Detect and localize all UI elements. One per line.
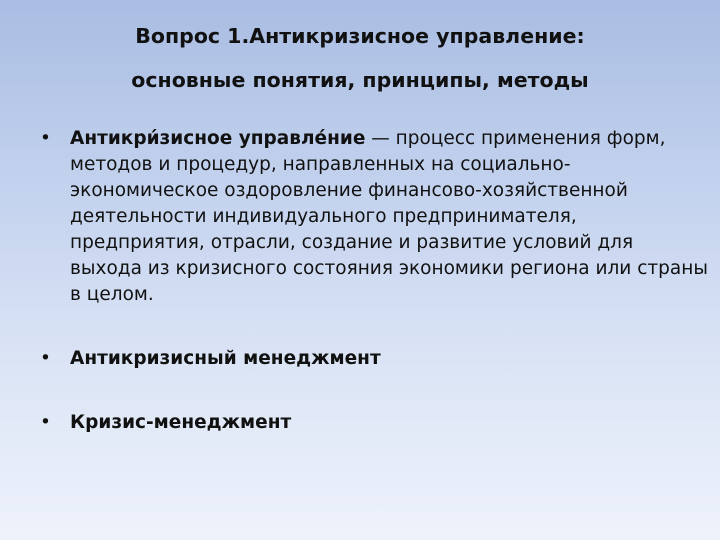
bullet-marker: • — [40, 128, 51, 149]
bullet-term: Кризис-менеджмент — [70, 412, 292, 433]
slide-title-line-2: основные понятия, принципы, методы — [131, 68, 589, 92]
bullet-item-anticrisis-management — [40, 346, 708, 372]
bullet-list — [40, 126, 708, 436]
bullet-item-definition — [40, 126, 708, 308]
slide-title — [0, 14, 720, 102]
bullet-marker: • — [40, 412, 51, 433]
bullet-term: Антикри́зисное управле́ние — [70, 128, 366, 149]
bullet-marker: • — [40, 348, 51, 369]
bullet-item-crisis-management — [40, 410, 708, 436]
bullet-term: Антикризисный менеджмент — [70, 348, 381, 369]
bullet-definition-text: — процесс применения форм, методов и процедур, направленных на социально-экономическое оздоровление финансово-хозяйственной деятельности индивидуального предпринимателя, предприятия, отрасли, создание и развитие условий для выхода из кризисного состояния экономики региона или страны в целом. — [70, 128, 708, 305]
slide-title-line-1: Вопрос 1.Антикризисное управление: — [135, 24, 585, 48]
